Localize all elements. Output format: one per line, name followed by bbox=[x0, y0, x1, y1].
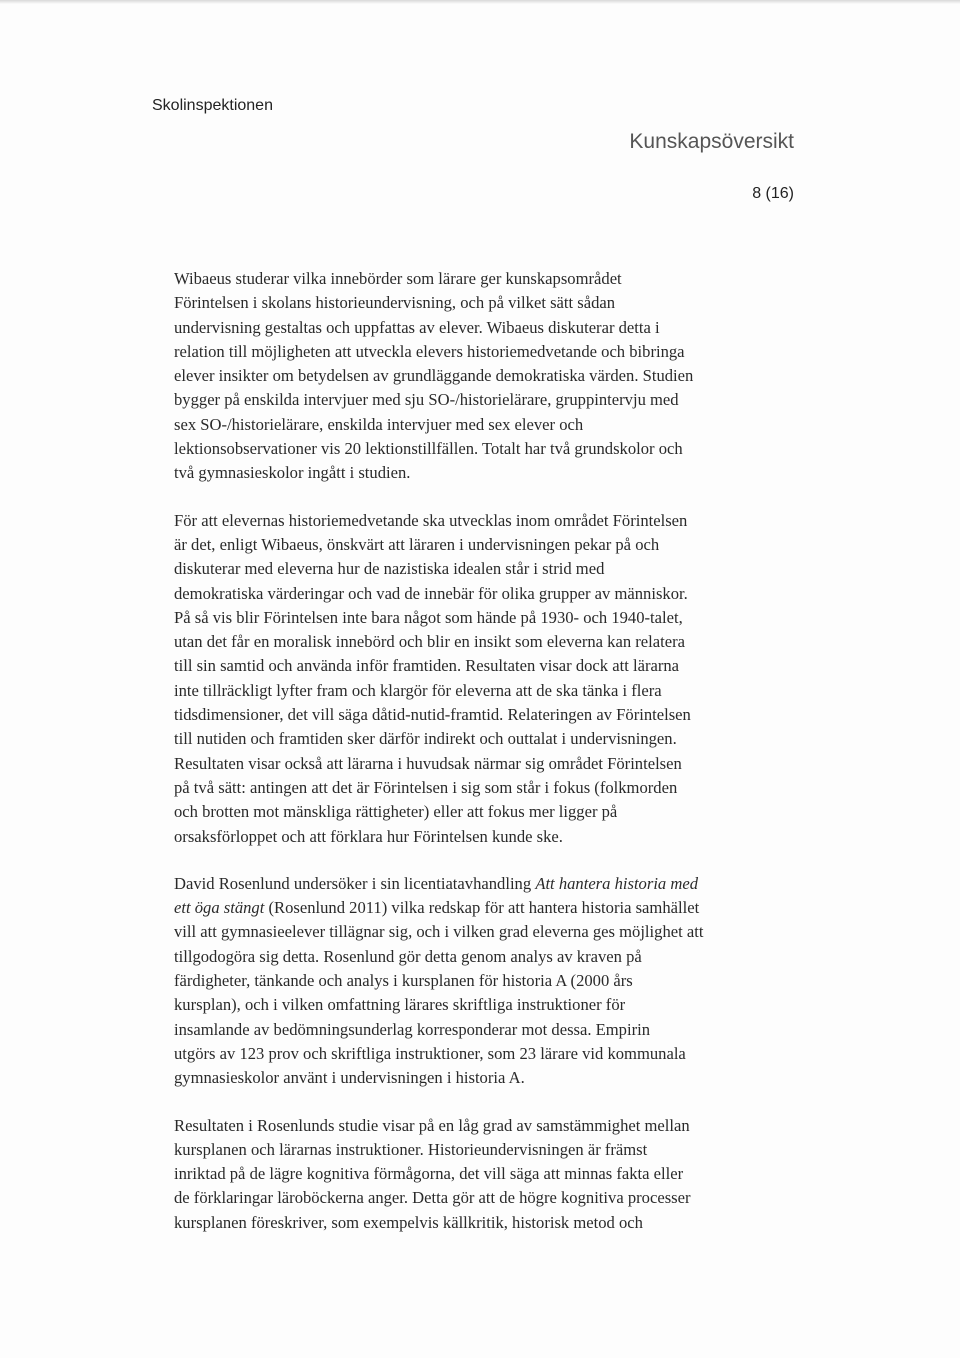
page-number: 8 (16) bbox=[752, 185, 794, 202]
body-text bbox=[174, 267, 802, 1258]
scan-edge bbox=[0, 0, 960, 4]
paragraph: Resultaten i Rosenlunds studie visar på en låg grad av samstämmighet mellan kursplanen och lärarnas instruktioner. Historieundervisningen är främst inriktad på de lägre kognitiva förmågorna, det vill säga att minnas fakta eller de förklaringar läroböckerna anger. Detta gör att de högre kognitiva processer kursplanen föreskriver, som exempelvis källkritik, historisk metod och bbox=[174, 1115, 691, 1232]
thesis-title: Att hantera historia med ett öga stängt bbox=[174, 873, 699, 918]
paragraph bbox=[174, 509, 802, 849]
paragraph-text: David Rosenlund undersöker i sin licentiatavhandling bbox=[174, 873, 536, 893]
organization-name: Skolinspektionen bbox=[152, 97, 273, 114]
paragraph: Wibaeus studerar vilka innebörder som lärare ger kunskapsområdet Förintelsen i skolans historieundervisning, och på vilket sätt sådan undervisning gestaltas och uppfattas av elever. Wibaeus diskuterar detta i relation till möjligheten att utveckla elevers historiemedvetande och bibringa elever insikter om betydelsen av grundläggande demokratiska värden. Studien bygger på enskilda intervjuer med sju SO-/historielärare, gruppintervju med sex SO-/historielärare, enskilda intervjuer med sex elever och lektionsobservationer vis 20 lektionstillfällen. Totalt har två grundskolor och två gymnasieskolor ingått i studien. bbox=[174, 269, 694, 483]
paragraph bbox=[174, 872, 802, 1091]
paragraph-text: (Rosenlund 2011) vilka redskap för att hantera historia samhället vill att gymnasieelever tillägnar sig, och i vilken grad eleverna ges möjlighet att tillgodogöra sig detta. Rosenlund gör detta genom analys av kraven på färdigheter, tänkande och analys i kursplanen för historia A (2000 års kursplan), och i vilken omfattning lärares skriftliga instruktioner för insamlande av bedömningsunderlag korresponderar mot dessa. Empirin utgörs av 123 prov och skriftliga instruktioner, som 23 lärare vid kommunala gymnasieskolor använt i undervisningen i historia A. bbox=[174, 898, 704, 1088]
paragraph-text: För att elevernas historiemedvetande ska utvecklas inom området Förintelsen är det, enligt Wibaeus, önskvärt att läraren i undervisningen pekar på och diskuterar med eleverna hur de nazistiska idealen står i strid med demokratiska värderingar och vad de innebär för olika grupper av människor. På så vis blir Förintelsen inte bara något som hände på 1930- och 1940-talet, utan det får en moralisk innebörd och blir en insikt som eleverna kan relatera till sin samtid och använda inför framtiden. Resultaten visar dock att lärarna inte tillräckligt lyfter fram och klargör för eleverna att de ska tänka i flera tidsdimensioner, det vill säga dåtid-nutid-framtid. Relateringen av Förintelsen till nutiden och framtiden sker därför indirekt och outtalat i undervisningen. Resultaten visar också att lärarna i huvudsak närmar sig området Förintelsen på två sätt: antingen att det är Förintelsen i sig som står i fokus (folkmorden och brotten mot mänskliga rättigheter) eller att fokus mer ligger på orsaksförloppet och att förklara hur Förintelsen kunde ske. bbox=[174, 510, 691, 846]
document-title: Kunskapsöversikt bbox=[629, 130, 794, 153]
